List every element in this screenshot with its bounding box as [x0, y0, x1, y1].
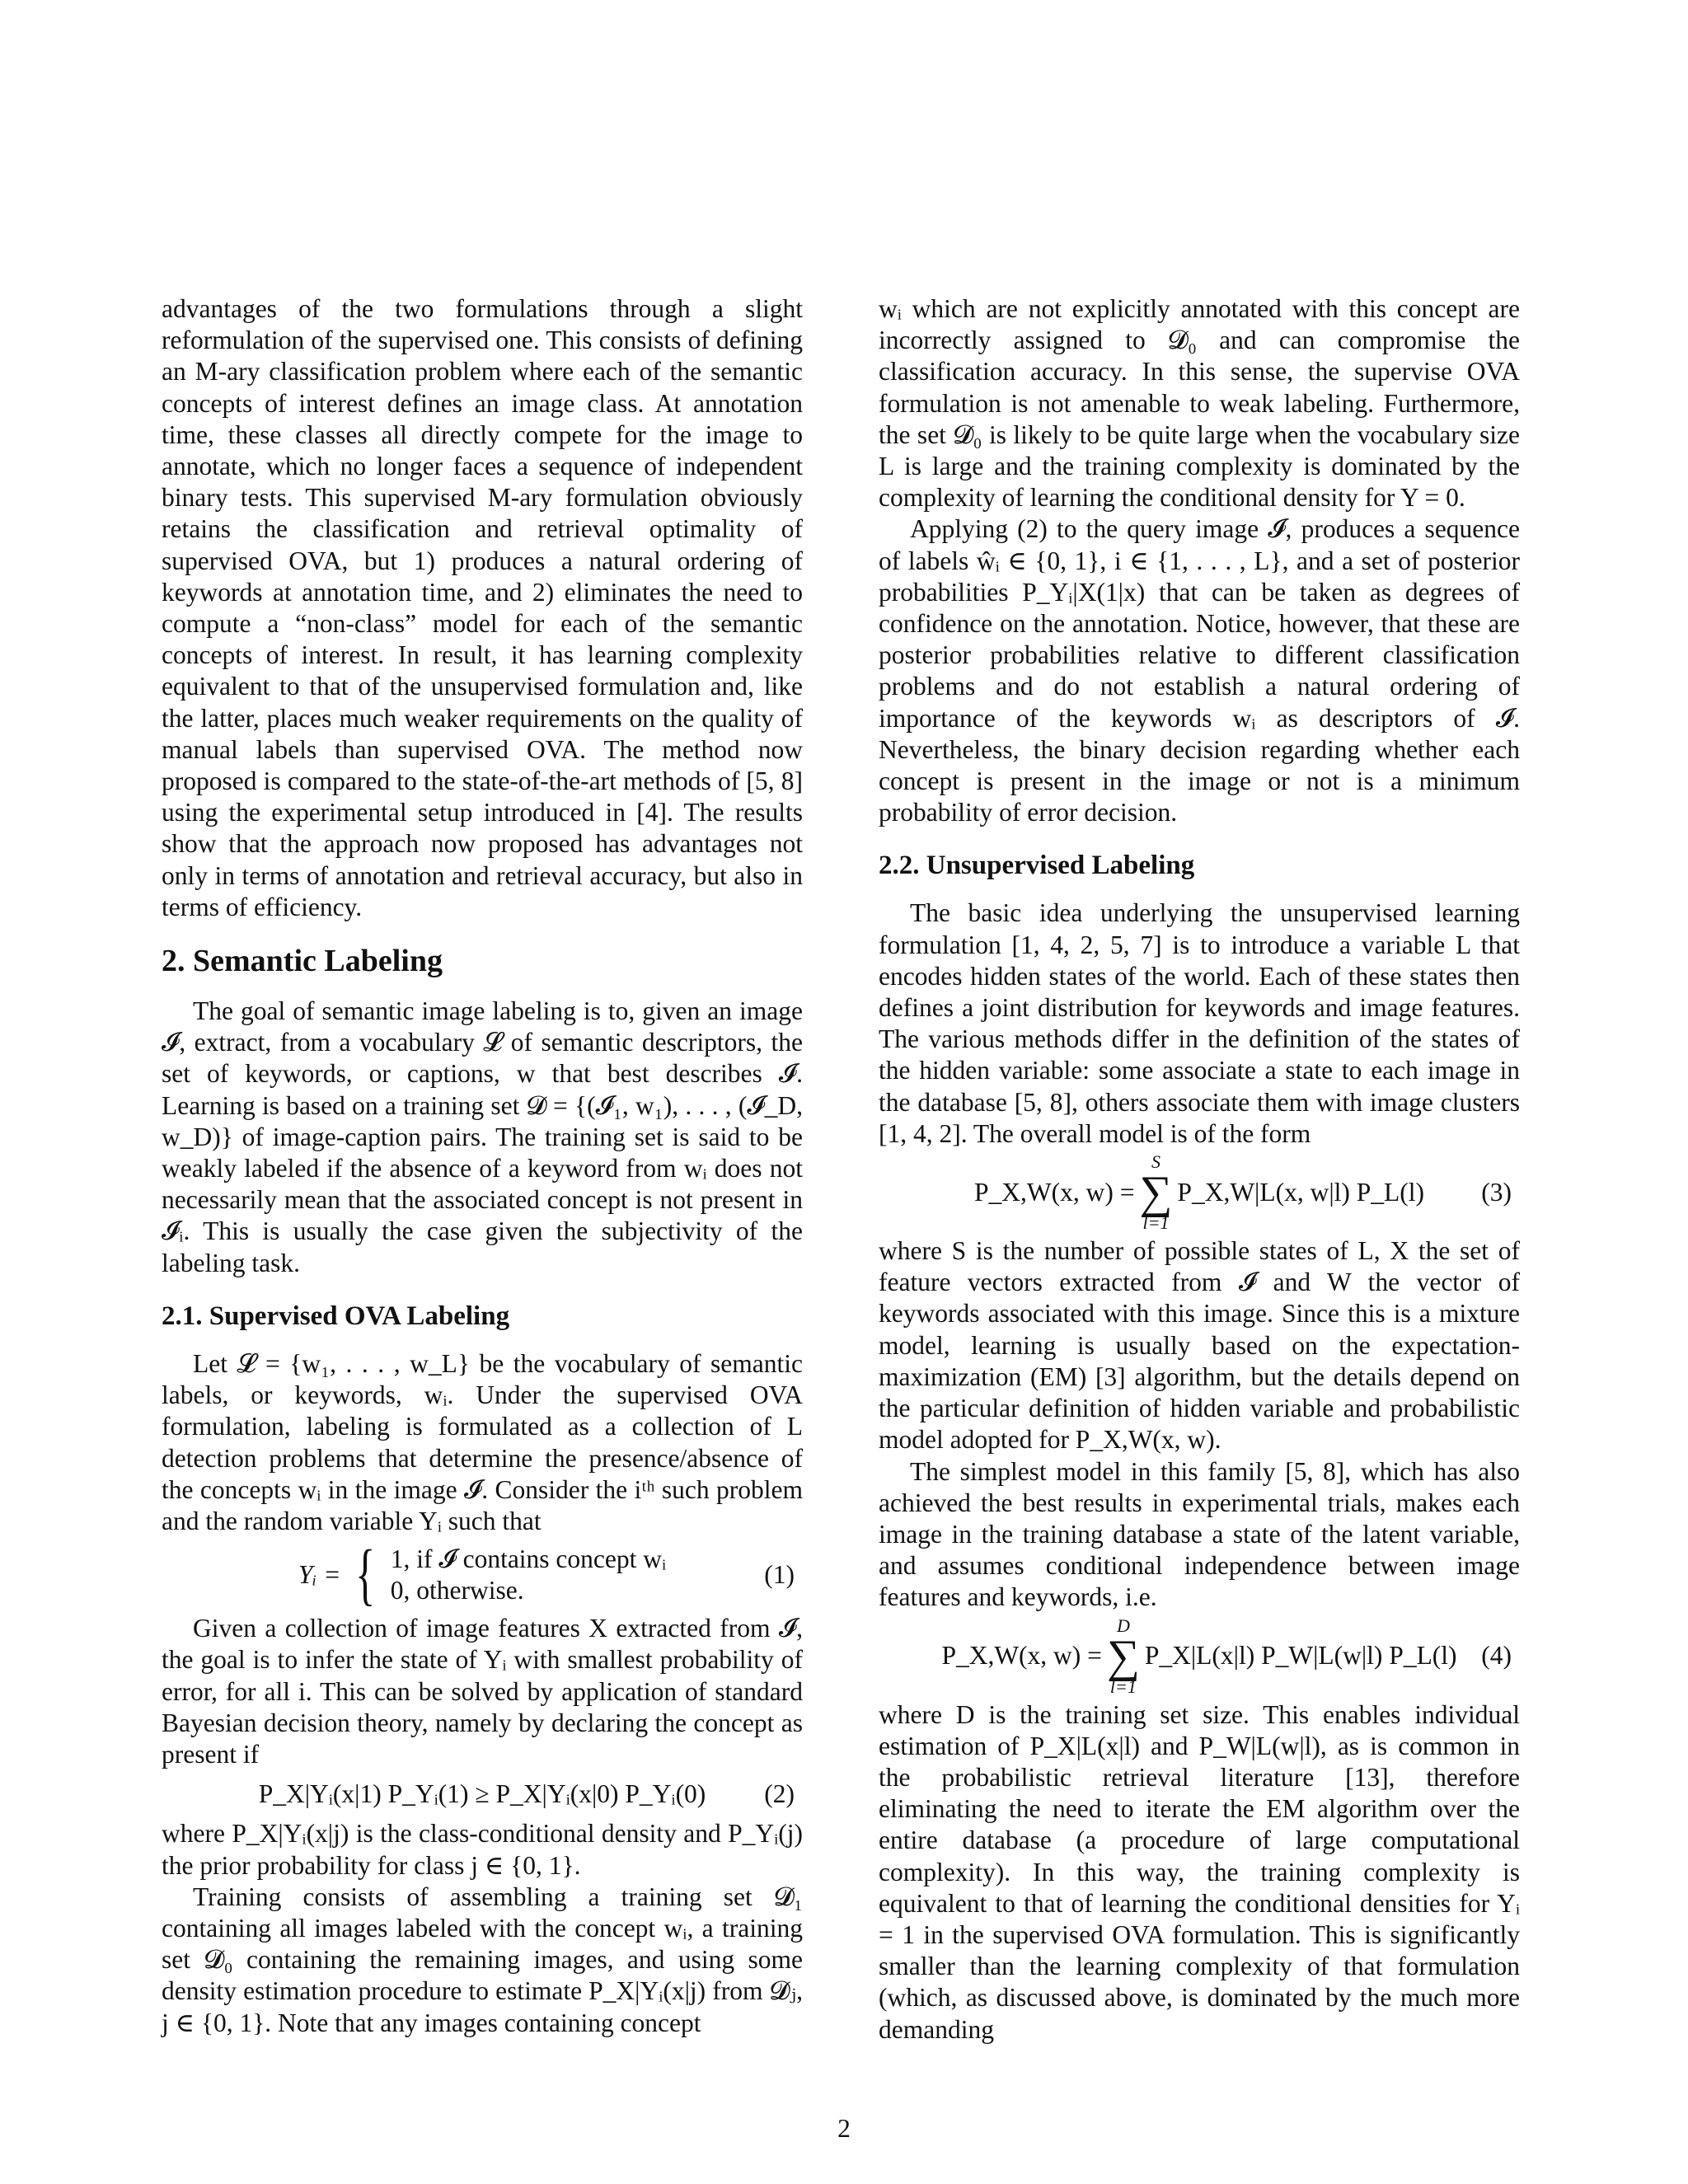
sum-lower-limit: l=1: [1109, 1675, 1137, 1697]
paragraph: where P_X|Yᵢ(x|j) is the class-conditional density and P_Yᵢ(j) the prior probability for class j ∈ {0, 1}.: [162, 1819, 803, 1880]
equation-rhs: P_X,W|L(x, w|l) P_L(l): [1177, 1177, 1424, 1207]
sigma-glyph: ∑: [1139, 1167, 1173, 1219]
paragraph: where S is the number of possible states of L, X the set of feature vectors extracted from 𝓘 and W the vector of keywords associated with this image. Since this is a mixture model, learning is usually based on the expectation-maximization (EM) [3] algorithm, but the details depend on the particular definition of hidden variable and probabilistic model adopted for P_X,W(x, w).: [879, 1236, 1520, 1455]
sum-lower-limit: l=1: [1142, 1212, 1170, 1234]
equation-1: [162, 1536, 803, 1614]
left-column: [162, 293, 803, 2039]
right-column: [879, 293, 1520, 2046]
paragraph: Applying (2) to the query image 𝓘, produces a sequence of labels ŵᵢ ∈ {0, 1}, i ∈ {1, . . . , L}, and a set of posterior probabilities P_Yᵢ|X(1|x) that can be taken as degrees of confidence on the annotation. Notice, however, that these are posterior probabilities relative to different classification problems and do not establish a natural ordering of importance of the keywords wᵢ as descriptors of 𝓘. Nevertheless, the binary decision regarding whether each concept is present in the image or not is a minimum probability of error decision.: [879, 514, 1520, 827]
paragraph: Let 𝓛 = {w₁, . . . , w_L} be the vocabulary of semantic labels, or keywords, wᵢ. Under the supervised OVA formulation, labeling is formulated as a collection of L detection problems that determine the presence/absence of the concepts wᵢ in the image 𝓘. Consider the iᵗʰ such problem and the random variable Yᵢ such that: [162, 1348, 803, 1535]
equation-4: [879, 1617, 1520, 1696]
sum-upper-limit: S: [1151, 1151, 1160, 1173]
paragraph: Training consists of assembling a training set 𝓓₁ containing all images labeled with the concept wᵢ, a training set 𝓓₀ containing the remaining images, and using some density estimation procedure to estimate P_X|Yᵢ(x|j) from 𝓓ⱼ, j ∈ {0, 1}. Note that any images containing concept: [162, 1882, 803, 2037]
equation-case: 0, otherwise.: [390, 1576, 524, 1605]
page-number: 2: [837, 2114, 851, 2143]
paragraph: The basic idea underlying the unsupervised learning formulation [1, 4, 2, 5, 7] is to introduce a variable L that encodes hidden states of the world. Each of these states then defines a joint distribution for keywords and image features. The various methods differ in the definition of the states of the hidden variable: some associate a state to each image in the database [5, 8], others associate them with image clusters [1, 4, 2]. The overall model is of the form: [879, 898, 1520, 1148]
sigma-glyph: ∑: [1106, 1630, 1140, 1682]
equation-lhs: P_X,W(x, w) =: [941, 1641, 1102, 1671]
paragraph: advantages of the two formulations through a slight reformulation of the supervised one. This consists of defining an M-ary classification problem where each of the semantic concepts of interest defines an image class. At annotation time, these classes all directly compete for the image to annotate, which no longer faces a sequence of independent binary tests. This supervised M-ary formulation obviously retains the classification and retrieval optimality of supervised OVA, but 1) produces a natural ordering of keywords at annotation time, and 2) eliminates the need to compute a “non-class” model for each of the semantic concepts of interest. In result, it has learning complexity equivalent to that of the unsupervised formulation and, like the latter, places much weaker requirements on the quality of manual labels than supervised OVA. The method now proposed is compared to the state-of-the-art methods of [5, 8] using the experimental setup introduced in [4]. The results show that the approach now proposed has advantages not only in terms of annotation and retrieval accuracy, but also in terms of efficiency.: [162, 294, 803, 921]
summation: [1107, 1617, 1140, 1696]
equation-case: 1, if 𝓘 contains concept wᵢ: [390, 1544, 667, 1574]
equation-rhs: P_X|L(x|l) P_W|L(w|l) P_L(l): [1144, 1641, 1457, 1671]
paragraph: wᵢ which are not explicitly annotated with this concept are incorrectly assigned to 𝓓₀ and can compromise the classification accuracy. In this sense, the supervise OVA formulation is not amenable to weak labeling. Furthermore, the set 𝓓₀ is likely to be quite large when the vocabulary size L is large and the training complexity is dominated by the complexity of learning the conditional density for Y = 0.: [879, 294, 1520, 513]
subsection-heading: 2.1. Supervised OVA Labeling: [162, 1301, 510, 1331]
paragraph: The goal of semantic image labeling is to, given an image 𝓘, extract, from a vocabulary 𝓛 of semantic descriptors, the set of keywords, or captions, w that best describes 𝓘. Learning is based on a training set 𝓓 = {(𝓘₁, w₁), . . . , (𝓘_D, w_D)} of image-caption pairs. The training set is said to be weakly labeled if the absence of a keyword from wᵢ does not necessarily mean that the associated concept is not present in 𝓘ᵢ. This is usually the case given the subjectivity of the labeling task.: [162, 996, 803, 1277]
paragraph: where D is the training set size. This enables individual estimation of P_X|L(x|l) and P_W|L(w|l), as is common in the probabilistic retrieval literature [13], therefore eliminating the need to iterate the EM algorithm over the entire database (a procedure of large computational complexity). In this way, the training complexity is equivalent to that of learning the conditional densities for Yᵢ = 1 in the supervised OVA formulation. This is significantly smaller than the learning complexity of that formulation (which, as discussed above, is dominated by the much more demanding: [879, 1699, 1520, 2044]
equation-body: P_X|Yᵢ(x|1) P_Yᵢ(1) ≥ P_X|Yᵢ(x|0) P_Yᵢ(0): [258, 1779, 706, 1809]
equation-number: (3): [1481, 1177, 1512, 1207]
equation-lhs: P_X,W(x, w) =: [974, 1177, 1135, 1207]
equation-number: (2): [764, 1779, 795, 1809]
equation-number: (4): [1481, 1641, 1512, 1671]
paragraph: The simplest model in this family [5, 8], which has also achieved the best results in experimental trials, makes each image in the training database a state of the latent variable, and assumes conditional independence between image features and keywords, i.e.: [879, 1456, 1520, 1612]
equation-number: (1): [764, 1560, 795, 1589]
equation-2: [162, 1779, 803, 1810]
sum-upper-limit: D: [1116, 1615, 1130, 1636]
equation-3: [879, 1153, 1520, 1232]
section-heading: 2. Semantic Labeling: [162, 944, 443, 979]
paragraph: Given a collection of image features X extracted from 𝓘, the goal is to infer the state of Yᵢ with smallest probability of error, for all i. This can be solved by application of standard Bayesian decision theory, namely by declaring the concept as present if: [162, 1614, 803, 1769]
subsection-heading: 2.2. Unsupervised Labeling: [879, 851, 1195, 881]
summation: [1140, 1153, 1173, 1232]
equation-lhs: Yᵢ =: [298, 1560, 341, 1589]
brace-glyph: {: [355, 1536, 376, 1614]
